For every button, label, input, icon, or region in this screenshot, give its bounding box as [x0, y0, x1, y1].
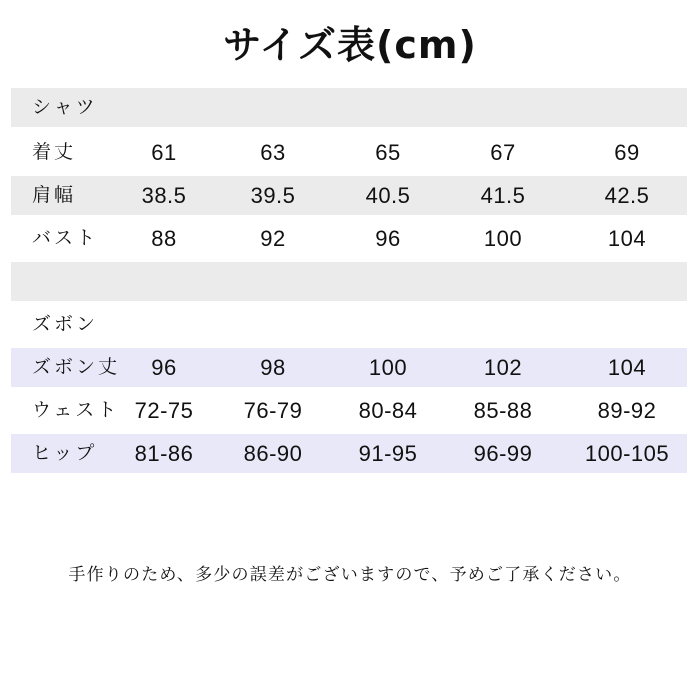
table-cell: 80-84: [358, 398, 418, 423]
table-cell: 38.5: [141, 183, 187, 208]
table-cell: 86-90: [243, 441, 303, 466]
row-label: 着丈: [32, 141, 77, 163]
table-cell: 100: [368, 355, 408, 380]
table-cell: 104: [607, 355, 647, 380]
row-label: ズボン丈: [32, 356, 121, 378]
table-cell: 61: [151, 140, 177, 165]
table-cell: 69: [614, 140, 640, 165]
disclaimer-note: 手作りのため、多少の誤差がございますので、予めご了承ください。: [68, 565, 632, 585]
row-label: バスト: [32, 227, 99, 249]
table-cell: 100-105: [584, 441, 670, 466]
table-cell: 76-79: [243, 398, 303, 423]
row-label: ヒップ: [32, 442, 98, 464]
table-cell: 67: [490, 140, 516, 165]
table-row: [11, 219, 687, 258]
table-cell: 100: [483, 226, 523, 251]
table-cell: 39.5: [250, 183, 296, 208]
table-row: [11, 176, 687, 215]
table-cell: 40.5: [365, 183, 411, 208]
table-cell: 96: [151, 355, 177, 380]
page-title: サイズ表(cm): [223, 23, 477, 67]
table-cell: 89-92: [597, 398, 657, 423]
table-row: [11, 348, 687, 387]
table-row: [11, 391, 687, 430]
shirt-section-header: [11, 88, 687, 127]
table-cell: 81-86: [134, 441, 194, 466]
table-cell: 98: [260, 355, 286, 380]
table-row: [11, 133, 687, 172]
table-cell: 65: [375, 140, 401, 165]
table-cell: 72-75: [134, 398, 194, 423]
pants-header-label: ズボン: [32, 313, 99, 335]
table-cell: 96: [375, 226, 401, 251]
table-row: [11, 434, 687, 473]
row-label: ウェスト: [32, 399, 120, 421]
section-divider-band: [11, 262, 687, 301]
table-cell: 88: [151, 226, 177, 251]
shirt-header-label: シャツ: [32, 96, 98, 118]
table-cell: 91-95: [358, 441, 418, 466]
table-cell: 85-88: [473, 398, 533, 423]
pants-section-header: [11, 305, 687, 344]
table-cell: 42.5: [604, 183, 650, 208]
table-cell: 92: [260, 226, 286, 251]
table-cell: 96-99: [473, 441, 533, 466]
table-cell: 102: [483, 355, 523, 380]
table-cell: 41.5: [480, 183, 526, 208]
table-cell: 104: [607, 226, 647, 251]
row-label: 肩幅: [32, 184, 77, 206]
table-cell: 63: [260, 140, 286, 165]
